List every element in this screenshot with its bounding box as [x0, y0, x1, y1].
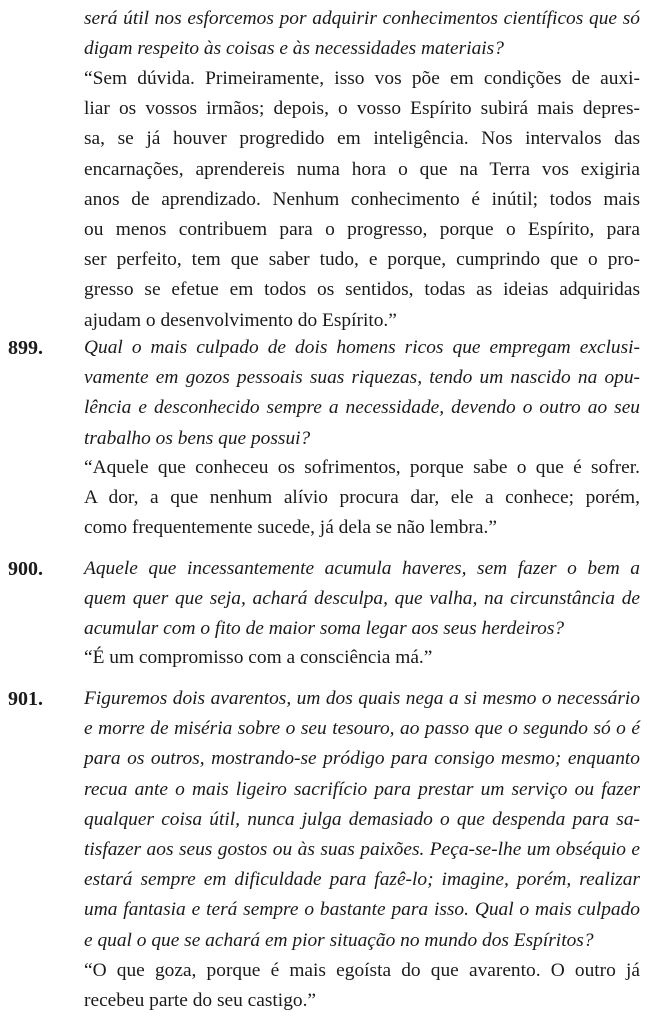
answer-line: “O que goza, porque é mais egoísta do que avarento. O outro já [84, 960, 640, 981]
question-line: será útil nos esforcemos por adquirir conhecimentos científicos que só [84, 8, 640, 29]
question-text [84, 4, 640, 64]
question-line: Figuremos dois avarentos, um dos quais nega a si mesmo o necessário [84, 688, 640, 709]
answer-line: A dor, a que nenhum alívio procura dar, ele a conhece; porém, [84, 487, 640, 509]
question-text [84, 684, 640, 956]
question-line: recua ante o mais ligeiro sacrifício para prestar um serviço ou fazer [84, 778, 640, 800]
question-line: uma fantasia e terá sempre o bastante para isso. Qual o mais culpado [84, 899, 640, 921]
answer-line: “Aquele que conheceu os sofrimentos, porque sabe o que é sofrer. [84, 457, 640, 478]
question-number: 899. [8, 337, 43, 359]
question-line: Aquele que incessantemente acumula haveres, sem fazer o bem a [84, 558, 640, 579]
question-line: vamente em gozos pessoais suas riquezas, tendo um nascido na opu- [84, 367, 640, 389]
question-text [84, 554, 640, 645]
question-line: trabalho os bens que possui? [84, 427, 311, 449]
answer-line: anos de aprendizado. Nenhum conhecimento é inútil; todos mais [84, 188, 640, 210]
answer-text [84, 643, 640, 673]
question-text [84, 333, 640, 454]
answer-text [84, 453, 640, 544]
answer-line: ou menos contribuem para o progresso, porque o Espírito, para [84, 219, 640, 241]
question-number: 900. [8, 558, 43, 580]
question-line: digam respeito às coisas e às necessidades materiais? [84, 38, 504, 60]
question-line: lência e desconhecido sempre a necessidade, devendo o outro ao seu [84, 397, 640, 419]
answer-text [84, 956, 640, 1016]
answer-line: liar os vossos irmãos; depois, o vosso Espírito subirá mais depres- [84, 98, 640, 120]
question-number: 901. [8, 688, 43, 710]
question-line: estará sempre em dificuldade para fazê-lo; imagine, porém, realizar [84, 869, 640, 891]
question-line: para os outros, mostrando-se pródigo para consigo mesmo; enquanto [84, 748, 640, 770]
question-line: quem quer que seja, achará desculpa, que valha, na circunstância de [84, 588, 640, 610]
question-line: qualquer coisa útil, nunca julga demasiado o que despenda para sa- [84, 808, 640, 830]
answer-line: “É um compromisso com a consciência má.” [84, 647, 433, 668]
question-line: e qual o que se achará em pior situação no mundo dos Espíritos? [84, 929, 594, 951]
answer-line: sa, se já houver progredido em inteligência. Nos intervalos das [84, 128, 640, 150]
question-line: acumular com o fito de maior soma legar aos seus herdeiros? [84, 618, 565, 640]
question-line: tisfazer aos seus gostos ou às suas paixões. Peça-se-lhe um obséquio e [84, 839, 640, 861]
answer-text [84, 64, 640, 336]
question-line: e morre de miséria sobre o seu tesouro, ao passo que o segundo só o é [84, 718, 640, 740]
answer-line: “Sem dúvida. Primeiramente, isso vos põe em condições de auxi- [84, 68, 640, 89]
answer-line: ajudam o desenvolvimento do Espírito.” [84, 309, 397, 331]
answer-line: como frequentemente sucede, já dela se não lembra.” [84, 517, 497, 539]
answer-line: encarnações, aprendereis numa hora o que na Terra vos exigiria [84, 158, 640, 180]
answer-line: recebeu parte do seu castigo.” [84, 990, 317, 1012]
question-line: Qual o mais culpado de dois homens ricos que empregam exclusi- [84, 337, 640, 358]
answer-line: gresso se efetue em todos os sentidos, todas as ideias adquiridas [84, 279, 640, 301]
answer-line: ser perfeito, tem que saber tudo, e porque, cumprindo que o pro- [84, 249, 640, 271]
